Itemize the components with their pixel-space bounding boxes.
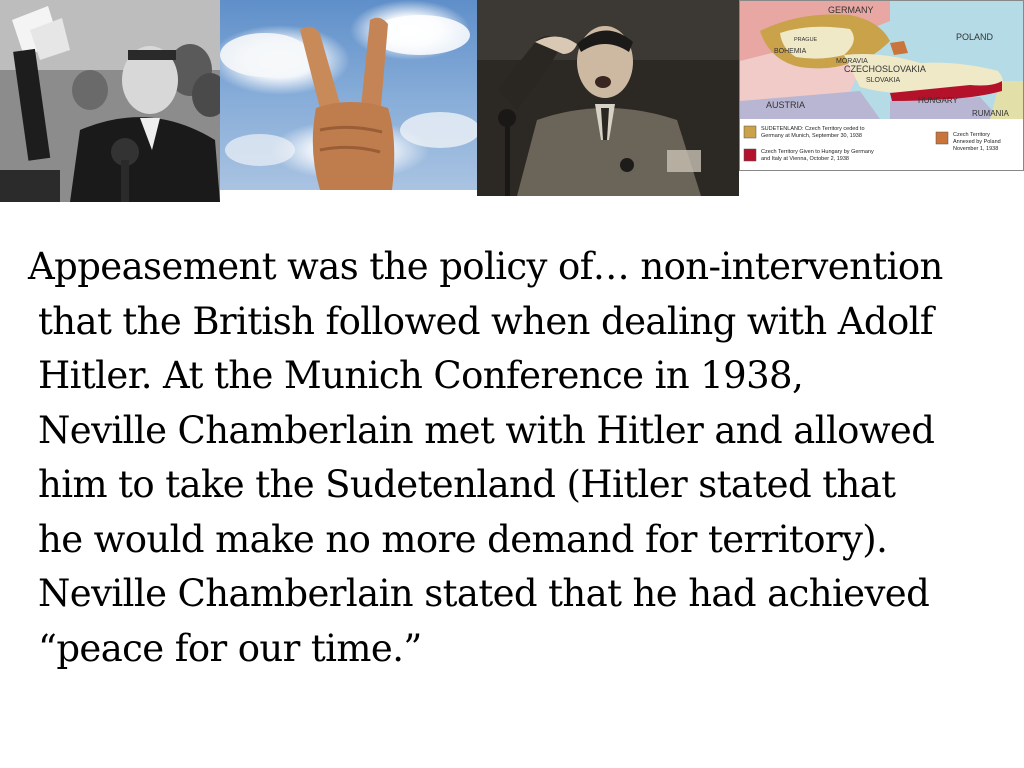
legend-poland-line2: Annexed by Poland bbox=[953, 139, 1001, 145]
text-line-2: that the British followed when dealing with Adolf bbox=[38, 299, 934, 343]
map-label-prague: PRAGUE bbox=[794, 37, 818, 43]
map-label-moravia: MORAVIA bbox=[836, 58, 868, 65]
v-sign-photo bbox=[220, 0, 477, 190]
map-label-germany: GERMANY bbox=[828, 5, 874, 15]
legend-hungary-line1: Czech Territory Given to Hungary by Germany bbox=[761, 149, 874, 155]
legend-swatch-hungary bbox=[744, 149, 756, 161]
munich-map bbox=[739, 0, 1024, 171]
text-line-1: Appeasement was the policy of… non-intervention bbox=[28, 245, 943, 288]
map-label-slovakia: SLOVAKIA bbox=[866, 77, 901, 84]
hitler-photo-art bbox=[477, 0, 739, 196]
chamberlain-photo bbox=[0, 0, 220, 202]
appeasement-text bbox=[30, 240, 1005, 676]
hitler-photo bbox=[477, 0, 739, 196]
legend-poland-line3: November 1, 1938 bbox=[953, 146, 999, 152]
legend-hungary-line2: and Italy at Vienna, October 2, 1938 bbox=[761, 156, 849, 162]
legend-sudetenland-line2: Germany at Munich, September 30, 1938 bbox=[761, 133, 862, 139]
text-line-8: “peace for our time.” bbox=[38, 626, 422, 670]
map-label-czechoslovakia: CZECHOSLOVAKIA bbox=[844, 64, 926, 74]
v-sign-photo-art bbox=[220, 0, 477, 190]
text-line-7: Neville Chamberlain stated that he had achieved bbox=[38, 572, 930, 615]
map-label-hungary: HUNGARY bbox=[918, 96, 958, 105]
text-line-5: him to take the Sudetenland (Hitler stated that bbox=[38, 463, 896, 506]
legend-sudetenland-line1: SUDETENLAND: Czech Territory ceded to bbox=[761, 126, 865, 132]
legend-swatch-poland bbox=[936, 132, 948, 144]
text-line-3: Hitler. At the Munich Conference in 1938, bbox=[38, 354, 804, 397]
map-label-poland: POLAND bbox=[956, 32, 994, 42]
munich-map-art bbox=[740, 1, 1024, 171]
map-label-bohemia: BOHEMIA bbox=[774, 48, 807, 55]
text-line-4: Neville Chamberlain met with Hitler and allowed bbox=[38, 408, 935, 452]
legend-poland-line1: Czech Territory bbox=[953, 132, 990, 138]
chamberlain-photo-art bbox=[0, 0, 220, 202]
legend-swatch-sudetenland bbox=[744, 126, 756, 138]
text-line-6: he would make no more demand for territory). bbox=[38, 517, 888, 561]
map-label-rumania: RUMANIA bbox=[972, 109, 1009, 118]
map-label-austria: AUSTRIA bbox=[766, 100, 806, 110]
